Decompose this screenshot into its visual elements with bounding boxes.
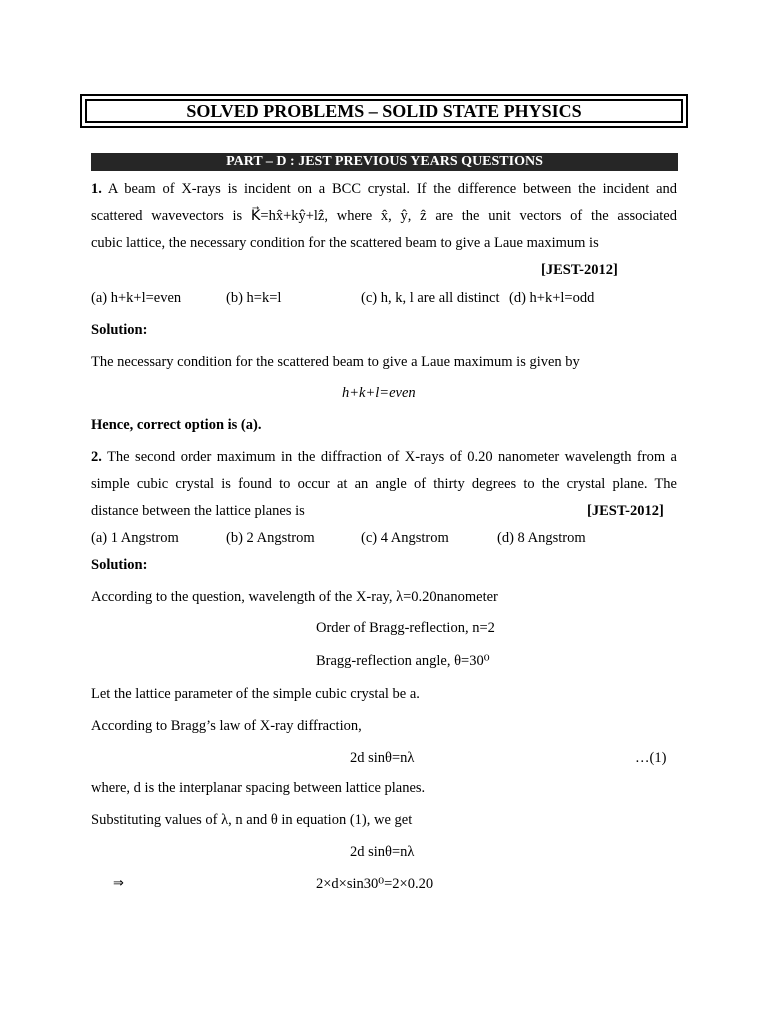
q2-final-equation: 2×d×sin30⁰=2×0.20	[316, 876, 434, 892]
part-heading: PART – D : JEST PREVIOUS YEARS QUESTIONS	[91, 153, 678, 171]
q2-bragg-intro: According to Bragg’s law of X-ray diffraction,	[91, 718, 362, 734]
q1-option-c: (c) h, k, l are all distinct	[361, 290, 500, 306]
q1-line-3: cubic lattice, the necessary condition for the scattered beam to give a Laue maximum is	[91, 235, 599, 251]
q1-equation: h+k+l=even	[342, 385, 416, 401]
implies-arrow-icon: ⇒	[113, 876, 124, 891]
q2-option-a: (a) 1 Angstrom	[91, 530, 179, 546]
q2-option-b: (b) 2 Angstrom	[226, 530, 315, 546]
page-title: SOLVED PROBLEMS – SOLID STATE PHYSICS	[85, 99, 683, 123]
q1-text-1: A beam of X-rays is incident on a BCC crystal. If the difference between the incident and	[107, 181, 677, 197]
q2-order-line: Order of Bragg-reflection, n=2	[316, 620, 495, 636]
q2-option-d: (d) 8 Angstrom	[497, 530, 586, 546]
q2-option-c: (c) 4 Angstrom	[361, 530, 449, 546]
q1-answer: Hence, correct option is (a).	[91, 417, 262, 433]
q2-source: [JEST-2012]	[587, 503, 664, 519]
q2-wavelength-line: According to the question, wavelength of the X-ray, λ=0.20nanometer	[91, 589, 498, 605]
q1-option-b: (b) h=k=l	[226, 290, 282, 306]
q1-source: [JEST-2012]	[541, 262, 618, 278]
q2-bragg-equation: 2d sinθ=nλ	[350, 750, 415, 766]
q2-text-1: The second order maximum in the diffraction of X-rays of 0.20 nanometer wavelength from a	[107, 449, 677, 465]
title-box	[80, 94, 688, 128]
q2-line-1	[91, 449, 677, 466]
q1-solution-text: The necessary condition for the scattered beam to give a Laue maximum is given by	[91, 354, 580, 370]
q2-equation-number: …(1)	[635, 750, 667, 766]
q2-where-line: where, d is the interplanar spacing between lattice planes.	[91, 780, 426, 796]
q2-angle-line: Bragg-reflection angle, θ=30⁰	[316, 653, 490, 669]
q2-solution-label: Solution:	[91, 557, 148, 573]
q2-line-2: simple cubic crystal is found to occur at an angle of thirty degrees to the crystal plane. The	[91, 476, 677, 492]
q1-line-1	[91, 181, 677, 198]
q1-option-d: (d) h+k+l=odd	[509, 290, 595, 306]
q1-option-a: (a) h+k+l=even	[91, 290, 182, 306]
q2-number: 2.	[91, 449, 102, 465]
q2-line-3: distance between the lattice planes is	[91, 503, 305, 519]
q2-substituting-line: Substituting values of λ, n and θ in equation (1), we get	[91, 812, 413, 828]
q1-number: 1.	[91, 181, 102, 197]
q2-bragg-equation-repeat: 2d sinθ=nλ	[350, 844, 415, 860]
q2-lattice-line: Let the lattice parameter of the simple cubic crystal be a.	[91, 686, 420, 702]
q1-solution-label: Solution:	[91, 322, 148, 338]
q1-line-2: scattered wavevectors is K⃗=hx̂+kŷ+lẑ, where x̂, ŷ, ẑ are the unit vectors of the associated	[91, 208, 677, 224]
